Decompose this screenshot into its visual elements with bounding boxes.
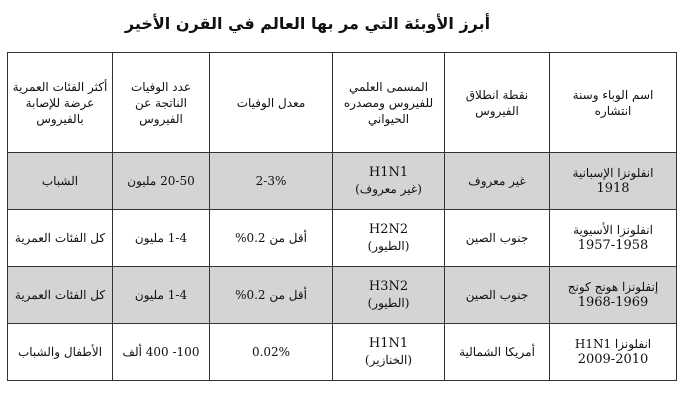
table-row bbox=[8, 324, 677, 381]
virus-code: H3N2 bbox=[368, 279, 409, 294]
cell-deaths: 100- 400 ألف bbox=[113, 324, 210, 381]
cell-rate: أقل من 0.2% bbox=[210, 267, 333, 324]
cell-name-year bbox=[550, 324, 677, 381]
header-virus: المسمى العلمي للفيروس ومصدره الحيواني bbox=[333, 53, 445, 153]
cell-origin: جنوب الصين bbox=[445, 210, 550, 267]
cell-ages: الشباب bbox=[8, 153, 113, 210]
cell-rate: 2-3% bbox=[210, 153, 333, 210]
virus-source: (الطيور) bbox=[367, 296, 410, 310]
cell-virus bbox=[333, 210, 445, 267]
cell-name-year bbox=[550, 153, 677, 210]
cell-deaths: 20-50 مليون bbox=[113, 153, 210, 210]
pandemic-years: 1957-1958 bbox=[577, 238, 649, 253]
cell-origin: غير معروف bbox=[445, 153, 550, 210]
cell-virus bbox=[333, 153, 445, 210]
virus-code: H1N1 bbox=[368, 165, 409, 180]
header-ages: أكثر الفئات العمرية عرضة للإصابة بالفيروس bbox=[8, 53, 113, 153]
cell-name-year bbox=[550, 267, 677, 324]
header-rate: معدل الوفيات bbox=[210, 53, 333, 153]
virus-code: H2N2 bbox=[368, 222, 409, 237]
table-row bbox=[8, 153, 677, 210]
table-row bbox=[8, 267, 677, 324]
pandemics-table bbox=[7, 52, 677, 381]
header-name-year: اسم الوباء وسنة انتشاره bbox=[550, 53, 677, 153]
cell-ages: الأطفال والشباب bbox=[8, 324, 113, 381]
cell-name-year bbox=[550, 210, 677, 267]
pandemic-years: 1918 bbox=[596, 181, 630, 196]
virus-source: (غير معروف) bbox=[355, 182, 422, 196]
pandemic-name: إنفلونزا هونج كونج bbox=[567, 280, 659, 294]
cell-virus bbox=[333, 267, 445, 324]
table-row bbox=[8, 210, 677, 267]
pandemic-years: 2009-2010 bbox=[577, 352, 649, 367]
page-title: أبرز الأوبئة التي مر بها العالم في القرن الأخير bbox=[124, 14, 491, 33]
cell-deaths: 1-4 مليون bbox=[113, 267, 210, 324]
table-header-row bbox=[8, 53, 677, 153]
cell-origin: جنوب الصين bbox=[445, 267, 550, 324]
header-origin: نقطة انطلاق الفيروس bbox=[445, 53, 550, 153]
cell-virus bbox=[333, 324, 445, 381]
header-deaths: عدد الوفيات الناتجة عن الفيروس bbox=[113, 53, 210, 153]
cell-rate: أقل من 0.2% bbox=[210, 210, 333, 267]
virus-source: (الخنازير) bbox=[364, 353, 413, 367]
cell-deaths: 1-4 مليون bbox=[113, 210, 210, 267]
cell-ages: كل الفئات العمرية bbox=[8, 267, 113, 324]
cell-origin: أمريكا الشمالية bbox=[445, 324, 550, 381]
pandemic-years: 1968-1969 bbox=[577, 295, 649, 310]
cell-ages: كل الفئات العمرية bbox=[8, 210, 113, 267]
pandemic-name: انفلونزا الأسيوية bbox=[573, 223, 653, 237]
pandemic-name: انفلونزا H1N1 bbox=[574, 337, 652, 351]
cell-rate: 0.02% bbox=[210, 324, 333, 381]
pandemic-name: انفلونزا الإسبانية bbox=[572, 166, 654, 180]
virus-code: H1N1 bbox=[368, 336, 409, 351]
virus-source: (الطيور) bbox=[367, 239, 410, 253]
